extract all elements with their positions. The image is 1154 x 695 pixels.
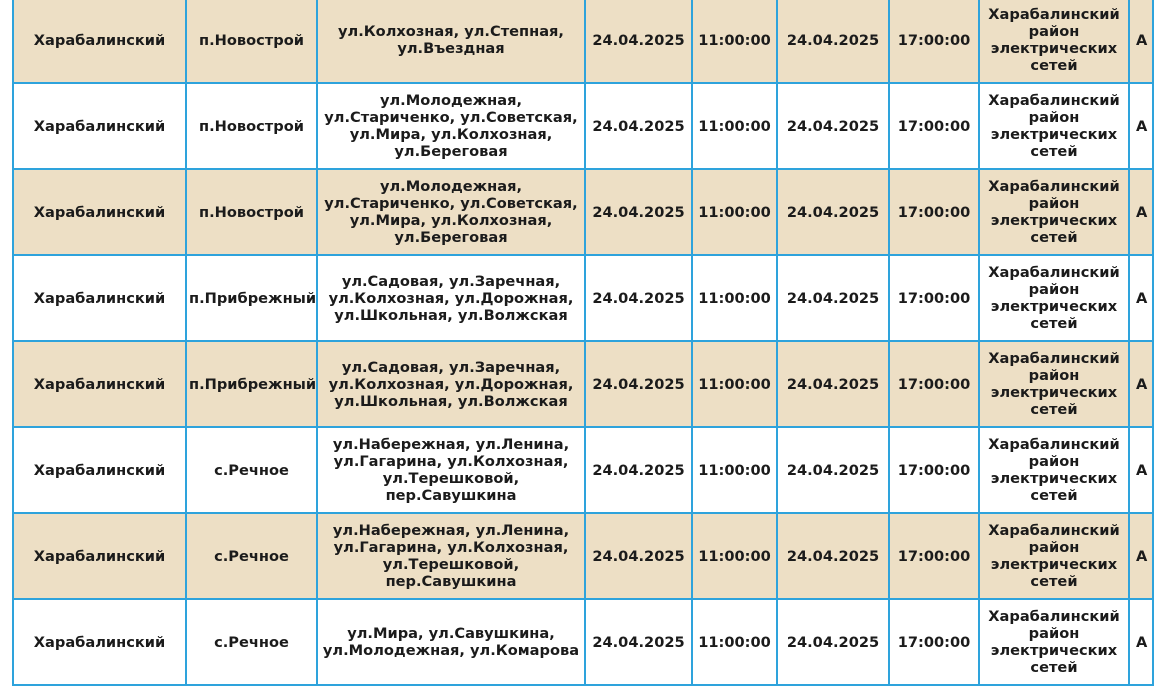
outage-table-body [13,0,1153,685]
start-time-cell: 11:00:00 [692,83,777,169]
district-cell: Харабалинский [13,83,186,169]
start-time-cell: 11:00:00 [692,341,777,427]
district-cell: Харабалинский [13,513,186,599]
table-row [13,427,1153,513]
end-time-cell: 17:00:00 [889,341,979,427]
start-date-cell: 24.04.2025 [585,169,692,255]
end-time-cell: 17:00:00 [889,599,979,685]
start-time-cell: 11:00:00 [692,427,777,513]
start-date-cell: 24.04.2025 [585,599,692,685]
streets-cell: ул.Молодежная, ул.Стариченко, ул.Советская, ул.Мира, ул.Колхозная, ул.Береговая [317,83,585,169]
streets-cell: ул.Молодежная, ул.Стариченко, ул.Советская, ул.Мира, ул.Колхозная, ул.Береговая [317,169,585,255]
settlement-cell: п.Прибрежный [186,341,317,427]
end-time-cell: 17:00:00 [889,255,979,341]
table-row [13,0,1153,83]
streets-cell: ул.Колхозная, ул.Степная, ул.Въездная [317,0,585,83]
district-cell: Харабалинский [13,169,186,255]
streets-cell: ул.Садовая, ул.Заречная, ул.Колхозная, ул.Дорожная, ул.Школьная, ул.Волжская [317,255,585,341]
organization-cell: Харабалинский район электрических сетей [979,427,1129,513]
settlement-cell: с.Речное [186,427,317,513]
end-time-cell: 17:00:00 [889,83,979,169]
table-row [13,169,1153,255]
settlement-cell: с.Речное [186,513,317,599]
table-row [13,255,1153,341]
end-time-cell: 17:00:00 [889,0,979,83]
settlement-cell: п.Новострой [186,83,317,169]
end-date-cell: 24.04.2025 [777,255,889,341]
start-time-cell: 11:00:00 [692,513,777,599]
table-row [13,341,1153,427]
start-date-cell: 24.04.2025 [585,427,692,513]
organization-cell: Харабалинский район электрических сетей [979,513,1129,599]
district-cell: Харабалинский [13,0,186,83]
district-cell: Харабалинский [13,255,186,341]
streets-cell: ул.Садовая, ул.Заречная, ул.Колхозная, ул.Дорожная, ул.Школьная, ул.Волжская [317,341,585,427]
organization-cell: Харабалинский район электрических сетей [979,341,1129,427]
district-cell: Харабалинский [13,599,186,685]
truncated-cell: А [1129,255,1153,341]
truncated-cell: А [1129,169,1153,255]
start-date-cell: 24.04.2025 [585,83,692,169]
end-date-cell: 24.04.2025 [777,0,889,83]
end-date-cell: 24.04.2025 [777,169,889,255]
organization-cell: Харабалинский район электрических сетей [979,169,1129,255]
truncated-cell: А [1129,341,1153,427]
settlement-cell: п.Новострой [186,169,317,255]
truncated-cell: А [1129,0,1153,83]
table-row [13,599,1153,685]
streets-cell: ул.Мира, ул.Савушкина, ул.Молодежная, ул.Комарова [317,599,585,685]
organization-cell: Харабалинский район электрических сетей [979,255,1129,341]
end-date-cell: 24.04.2025 [777,513,889,599]
start-time-cell: 11:00:00 [692,599,777,685]
truncated-cell: А [1129,427,1153,513]
start-date-cell: 24.04.2025 [585,255,692,341]
truncated-cell: А [1129,83,1153,169]
end-date-cell: 24.04.2025 [777,427,889,513]
start-date-cell: 24.04.2025 [585,341,692,427]
outage-table [12,0,1154,686]
table-row [13,83,1153,169]
truncated-cell: А [1129,513,1153,599]
end-date-cell: 24.04.2025 [777,599,889,685]
end-time-cell: 17:00:00 [889,427,979,513]
settlement-cell: п.Новострой [186,0,317,83]
table-row [13,513,1153,599]
end-date-cell: 24.04.2025 [777,341,889,427]
start-time-cell: 11:00:00 [692,169,777,255]
start-date-cell: 24.04.2025 [585,0,692,83]
end-time-cell: 17:00:00 [889,169,979,255]
end-date-cell: 24.04.2025 [777,83,889,169]
streets-cell: ул.Набережная, ул.Ленина, ул.Гагарина, ул.Колхозная, ул.Терешковой, пер.Савушкина [317,427,585,513]
settlement-cell: п.Прибрежный [186,255,317,341]
truncated-cell: А [1129,599,1153,685]
organization-cell: Харабалинский район электрических сетей [979,83,1129,169]
organization-cell: Харабалинский район электрических сетей [979,599,1129,685]
start-date-cell: 24.04.2025 [585,513,692,599]
district-cell: Харабалинский [13,341,186,427]
outage-table-container [12,0,1152,686]
district-cell: Харабалинский [13,427,186,513]
start-time-cell: 11:00:00 [692,0,777,83]
start-time-cell: 11:00:00 [692,255,777,341]
settlement-cell: с.Речное [186,599,317,685]
organization-cell: Харабалинский район электрических сетей [979,0,1129,83]
end-time-cell: 17:00:00 [889,513,979,599]
streets-cell: ул.Набережная, ул.Ленина, ул.Гагарина, ул.Колхозная, ул.Терешковой, пер.Савушкина [317,513,585,599]
